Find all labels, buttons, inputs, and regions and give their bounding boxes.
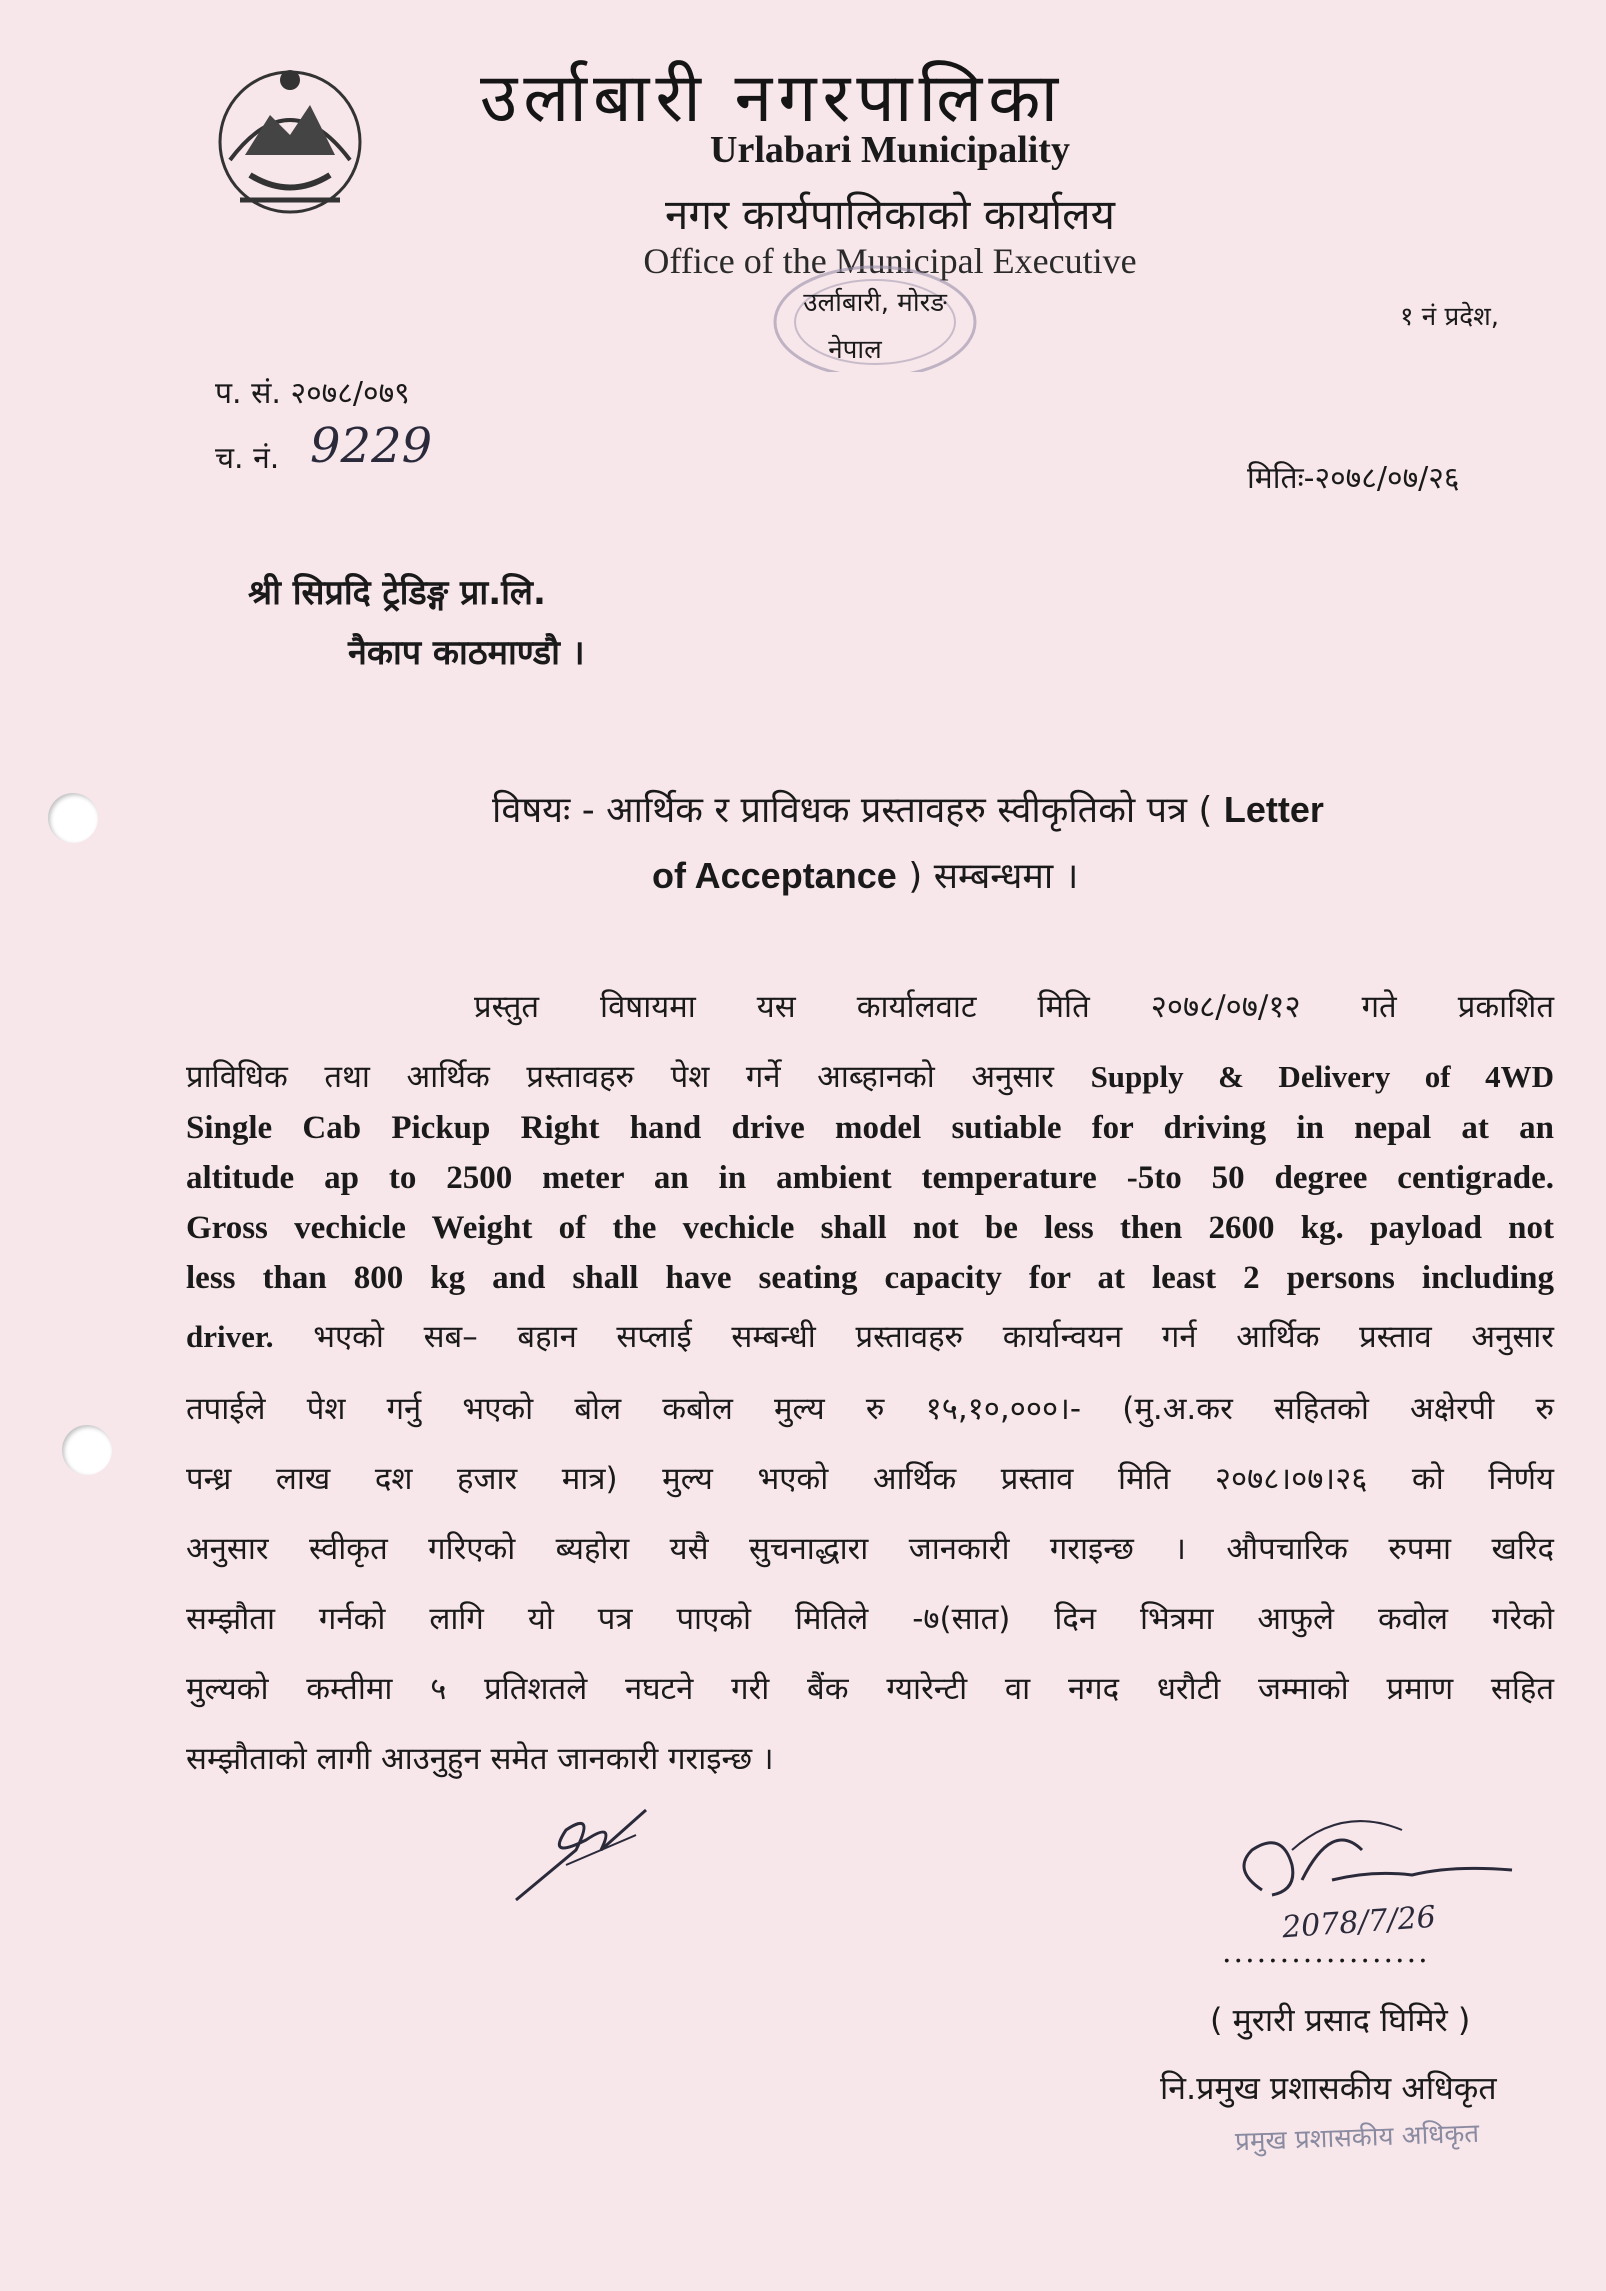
subject-line-2 (652, 850, 1078, 899)
body-nepali-part: भएको सब– बहान सप्लाई सम्बन्धी प्रस्तावहरु कार्यान्वयन गर्न आर्थिक प्रस्ताव अनुसार (313, 1319, 1554, 1355)
body-line: प्रस्तुत विषायमा यस कार्यालवाट मिति २०७८/०७/१२ गते प्रकाशित (474, 989, 1554, 1025)
punch-hole (48, 793, 98, 843)
body-english-part: Supply & Delivery of 4WD (1090, 1059, 1554, 1094)
signature-date: 2078/7/26 (1280, 1899, 1437, 1946)
body-line: सम्झौताको लागी आउनुहुन समेत जानकारी गराइन्छ । (186, 1741, 774, 1777)
initials-scribble (506, 1790, 666, 1910)
signer-stamp: प्रमुख प्रशासकीय अधिकृत (1234, 2118, 1480, 2158)
location-line: उर्लाबारी, मोरङ (803, 288, 947, 318)
body-english-part: driver. (186, 1319, 274, 1354)
fiscal-reference: प. सं. २०७८/०७९ (215, 376, 410, 411)
office-name-nepali: नगर कार्यपालिकाको कार्यालय (665, 190, 1115, 239)
signer-title: नि.प्रमुख प्रशासकीय अधिकृत (1160, 2069, 1497, 2107)
subject-english-part: of Acceptance (652, 855, 897, 896)
body-line: Gross vechicle Weight of the vechicle shall not be less then 2600 kg. payload not (186, 1210, 1554, 1246)
signer-name: ( मुरारी प्रसाद घिमिरे ) (1210, 2001, 1471, 2039)
body-line: सम्झौता गर्नको लागि यो पत्र पाएको मितिले -७(सात) दिन भित्रमा आफुले कवोल गरेको (186, 1601, 1554, 1637)
body-nepali-part: प्राविधिक तथा आर्थिक प्रस्तावहरु पेश गर्ने आब्हानको अनुसार (186, 1059, 1054, 1095)
subject-english-part: Letter (1223, 789, 1324, 830)
body-line: less than 800 kg and shall have seating capacity for at least 2 persons including (186, 1260, 1554, 1296)
body-line: अनुसार स्वीकृत गरिएको ब्यहोरा यसै सुचनाद्धारा जानकारी गराइन्छ । औपचारिक रुपमा खरिद (186, 1531, 1554, 1567)
body-line: altitude ap to 2500 meter an in ambient temperature -5to 50 degree centigrade. (186, 1160, 1554, 1196)
recipient-name: श्री सिप्रदि ट्रेडिङ्ग प्रा.लि. (248, 573, 546, 613)
body-line (186, 1315, 1554, 1357)
dispatch-number-handwritten: 9229 (310, 418, 433, 474)
punch-hole (62, 1425, 112, 1475)
letter-date: मितिः-२०७८/०७/२६ (1247, 461, 1460, 496)
body-line: Single Cab Pickup Right hand drive model sutiable for driving in nepal at an (186, 1110, 1554, 1146)
body-line (186, 1055, 1554, 1097)
body-line: पन्ध्र लाख दश हजार मात्र) मुल्य भएको आर्थिक प्रस्ताव मिति २०७८।०७।२६ को निर्णय (186, 1461, 1554, 1497)
subject-nepali-part: ) सम्बन्धमा । (908, 856, 1079, 897)
dispatch-label: च. नं. (215, 441, 280, 476)
recipient-address: नैकाप काठमाण्डौ । (348, 633, 585, 673)
municipality-name-nepali: उर्लाबारी नगरपालिका (480, 59, 1065, 138)
municipality-name-english: Urlabari Municipality (710, 129, 1070, 171)
country-line: नेपाल (828, 335, 882, 365)
province-label: १ नं प्रदेश, (1400, 302, 1500, 332)
body-line: मुल्यको कम्तीमा ५ प्रतिशतले नघटने गरी बैंक ग्यारेन्टी वा नगद धरौटी जम्माको प्रमाण सहित (186, 1671, 1554, 1707)
subject-nepali-part: विषयः - आर्थिक र प्राविधक प्रस्तावहरु स्वीकृतिको पत्र ( (492, 790, 1213, 831)
signature-dotted-line: .................. (1222, 1935, 1430, 1970)
body-line: तपाईले पेश गर्नु भएको बोल कबोल मुल्य रु १५,१०,०००।- (मु.अ.कर सहितको अक्षेरपी रु (186, 1391, 1554, 1427)
subject-line-1 (492, 784, 1324, 833)
office-name-english: Office of the Municipal Executive (643, 241, 1137, 281)
